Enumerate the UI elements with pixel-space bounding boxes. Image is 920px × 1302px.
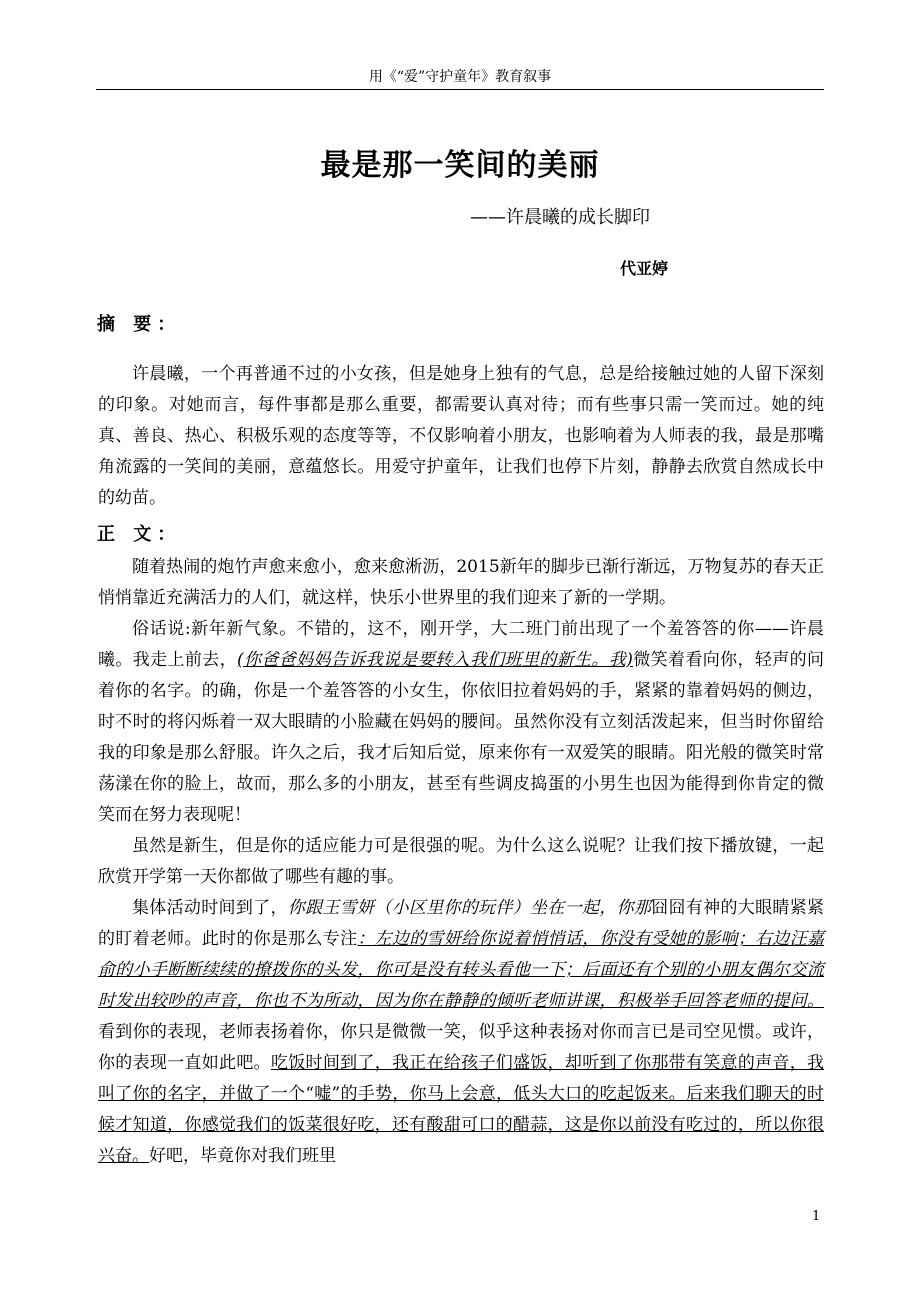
- main-heading: 正 文：: [97, 524, 182, 545]
- paragraph-4-text-a: 集体活动时间到了，: [132, 898, 288, 918]
- paragraph-4-text-c: 囧囧有神的大眼睛紧紧的盯着老师。此时的你是那么专注: [98, 898, 825, 949]
- abstract-heading: 摘 要：: [97, 314, 182, 335]
- running-header: 用《“爱”守护童年》教育叙事: [368, 69, 552, 85]
- page-number: 1: [812, 1209, 821, 1224]
- header-rule: [96, 89, 824, 90]
- paragraph-4-annotation: ：左边的雪妍给你说着悄悄话，你没有受她的影响；右边汪嘉俞的小手断断续续的撩拨你的头发，你可是没有转头看他一下；后面还有个别的小朋友偶尔交流时发出较吵的声音，你也不为所动，因为你在静静的倾听老师讲课，积极举手回答老师的提问。: [98, 929, 824, 1011]
- paragraph-4: [98, 893, 824, 1172]
- main-body: [98, 552, 824, 1172]
- abstract-body: [98, 359, 824, 514]
- abstract-paragraph: 许晨曦，一个再普通不过的小女孩，但是她身上独有的气息，总是给接触过她的人留下深刻的印象。对她而言，每件事都是那么重要，都需要认真对待；而有些事只需一笑而过。她的纯真、善良、热心、积极乐观的态度等等，不仅影响着小朋友，也影响着为人师表的我，最是那嘴角流露的一笑间的美丽，意蕴悠长。用爱守护童年，让我们也停下片刻，静静去欣赏自然成长中的幼苗。: [98, 364, 824, 508]
- paragraph-4-italic: 你跟王雪妍（小区里你的玩伴）坐在一起，你那: [287, 898, 652, 918]
- paragraph-2-annotation: (你爸爸妈妈告诉我说是要转入我们班里的新生。我): [237, 650, 633, 670]
- paragraph-3: 虽然是新生，但是你的适应能力可是很强的呢。为什么这么说呢？让我们按下播放键，一起欣赏开学第一天你都做了哪些有趣的事。: [98, 836, 824, 887]
- paragraph-2-text-c: 微笑着看向你，轻声的问着你的名字。的确，你是一个羞答答的小女生，你依旧拉着妈妈的手，紧紧的靠着妈妈的侧边，时不时的将闪烁着一双大眼睛的小脸藏在妈妈的腰间。虽然你没有立刻活泼起来，但当时你留给我的印象是那么舒服。许久之后，我才后知后觉，原来你有一双爱笑的眼睛。阳光般的微笑时常荡漾在你的脸上，故而，那么多的小朋友，甚至有些调皮捣蛋的小男生也因为能得到你肯定的微笑而在努力表现呢！: [98, 650, 825, 825]
- page-title: 最是那一笑间的美丽: [320, 148, 600, 183]
- author-name: 代亚婷: [620, 259, 669, 278]
- paragraph-4-text-g: 好吧，毕竟你对我们班里: [149, 1146, 336, 1166]
- paragraph-4-underlined: 吃饭时间到了，我正在给孩子们盛饭，却听到了你那带有笑意的声音，我叫了你的名字，并做了一个“嘘”的手势，你马上会意，低头大口的吃起饭来。后来我们聊天的时候才知道，你感觉我们的饭菜很好吃，还有酸甜可口的醋蒜，这是你以前没有吃过的，所以你很兴奋。: [98, 1053, 825, 1166]
- paragraph-4-text-e: 看到你的表现，老师表扬着你，你只是微微一笑，似乎这种表扬对你而言已是司空见惯。或许，你的表现一直如此吧。: [98, 1022, 824, 1073]
- paragraph-2-text-a: 俗话说:新年新气象。不错的，这不，刚开学，大二班门前出现了一个羞答答的你——许晨曦。我走上前去，: [98, 619, 824, 670]
- paragraph-2: [98, 614, 824, 831]
- subtitle: ——许晨曦的成长脚印: [470, 207, 650, 228]
- paragraph-1: 随着热闹的炮竹声愈来愈小，愈来愈淅沥，2015新年的脚步已渐行渐远，万物复苏的春天正悄悄靠近充满活力的人们，就这样，快乐小世界里的我们迎来了新的一学期。: [98, 557, 824, 608]
